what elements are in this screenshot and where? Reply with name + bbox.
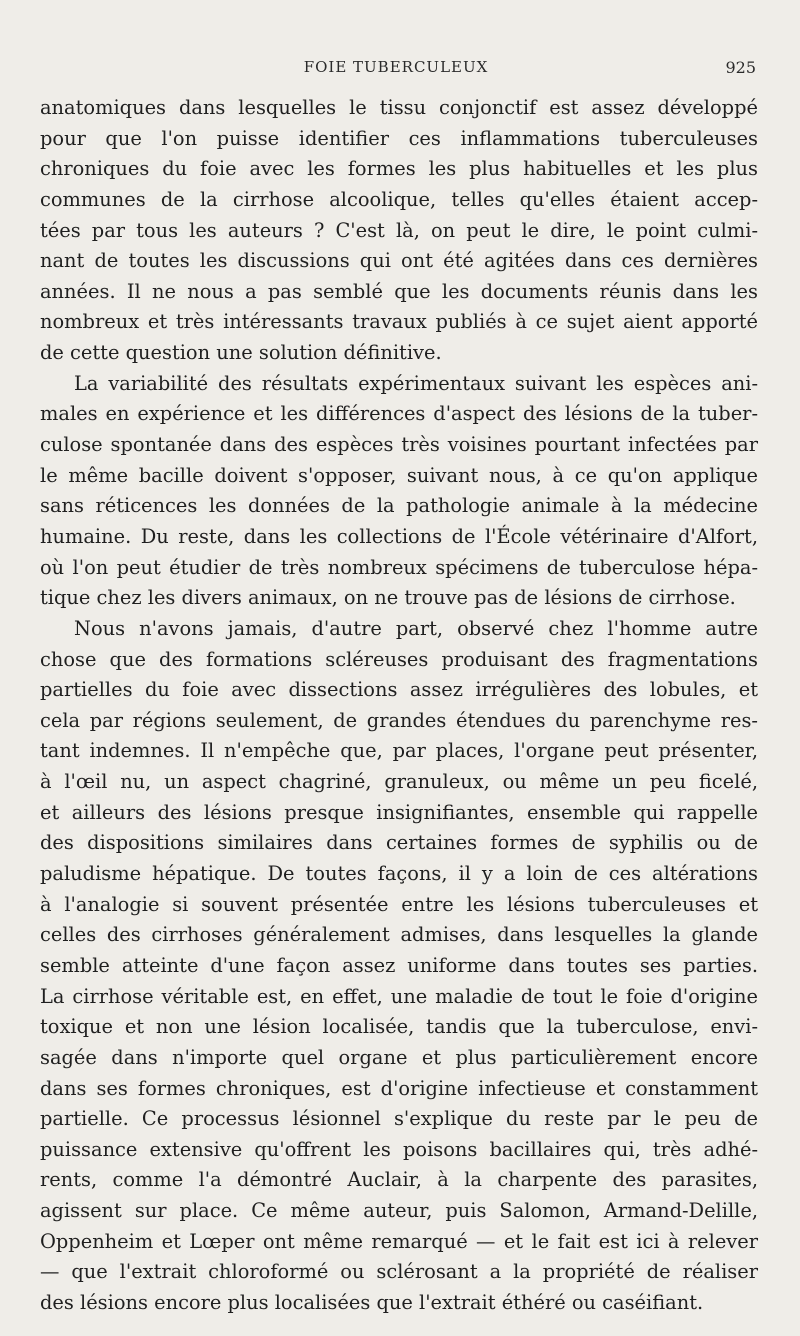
page-header — [36, 58, 756, 80]
text-line: agissent sur place. Ce même auteur, puis Salomon, Armand-Delille, — [40, 1199, 758, 1223]
text-line: sagée dans n'importe quel organe et plus particulièrement encore — [40, 1045, 758, 1069]
text-line: communes de la cirrhose alcoolique, telles qu'elles étaient accep- — [40, 187, 758, 211]
text-line: — que l'extrait chloroformé ou sclérosant a la propriété de réaliser — [40, 1260, 758, 1284]
text-line: dans ses formes chroniques, est d'origine infectieuse et constamment — [40, 1076, 758, 1100]
text-line: à l'œil nu, un aspect chagriné, granuleux, ou même un peu ficelé, — [40, 770, 758, 794]
text-line: La variabilité des résultats expérimentaux suivant les espèces ani- — [74, 371, 758, 395]
text-line: Oppenheim et Lœper ont même remarqué — et le fait est ici à relever — [40, 1229, 758, 1253]
body-text — [40, 93, 758, 1319]
text-line: La cirrhose véritable est, en effet, une maladie de tout le foie d'origine — [40, 984, 758, 1008]
text-line: partielle. Ce processus lésionnel s'explique du reste par le peu de — [40, 1107, 758, 1131]
text-line: nant de toutes les discussions qui ont été agitées dans ces dernières — [40, 249, 758, 273]
text-line: tant indemnes. Il n'empêche que, par places, l'organe peut présenter, — [40, 739, 758, 763]
text-line: culose spontanée dans des espèces très voisines pourtant infectées par — [40, 433, 758, 457]
text-line: celles des cirrhoses généralement admises, dans lesquelles la glande — [40, 923, 758, 947]
text-line: partielles du foie avec dissections assez irrégulières des lobules, et — [40, 678, 758, 702]
text-line: cela par régions seulement, de grandes étendues du parenchyme res- — [40, 708, 758, 732]
page-number: 925 — [725, 58, 756, 77]
text-line: et ailleurs des lésions presque insignifiantes, ensemble qui rappelle — [40, 800, 758, 824]
text-line: sans réticences les données de la pathologie animale à la médecine — [40, 494, 758, 518]
text-line: années. Il ne nous a pas semblé que les documents réunis dans les — [40, 279, 758, 303]
text-line: à l'analogie si souvent présentée entre les lésions tuberculeuses et — [40, 892, 758, 916]
text-line: semble atteinte d'une façon assez uniforme dans toutes ses parties. — [40, 953, 758, 977]
running-title: FOIE TUBERCULEUX — [303, 58, 489, 76]
text-line: des dispositions similaires dans certaines formes de syphilis ou de — [40, 831, 758, 855]
text-line: toxique et non une lésion localisée, tandis que la tuberculose, envi- — [40, 1015, 758, 1039]
text-line: males en expérience et les différences d'aspect des lésions de la tuber- — [40, 402, 758, 426]
text-line: pour que l'on puisse identifier ces inflammations tuberculeuses — [40, 126, 758, 150]
text-line: le même bacille doivent s'opposer, suivant nous, à ce qu'on applique — [40, 463, 758, 487]
text-line: puissance extensive qu'offrent les poisons bacillaires qui, très adhé- — [40, 1137, 758, 1161]
text-line: tique chez les divers animaux, on ne trouve pas de lésions de cirrhose. — [40, 586, 736, 610]
text-line: paludisme hépatique. De toutes façons, il y a loin de ces altérations — [40, 862, 758, 886]
text-line: où l'on peut étudier de très nombreux spécimens de tuberculose hépa- — [40, 555, 758, 579]
text-line: humaine. Du reste, dans les collections de l'École vétérinaire d'Alfort, — [40, 524, 758, 548]
text-line: chose que des formations scléreuses produisant des fragmentations — [40, 647, 758, 671]
text-line: nombreux et très intéressants travaux publiés à ce sujet aient apporté — [40, 310, 758, 334]
text-line: anatomiques dans lesquelles le tissu conjonctif est assez développé — [40, 96, 758, 119]
text-line: rents, comme l'a démontré Auclair, à la charpente des parasites, — [40, 1168, 758, 1192]
text-line: de cette question une solution définitive. — [40, 341, 442, 365]
text-line: tées par tous les auteurs ? C'est là, on peut le dire, le point culmi- — [40, 218, 758, 242]
text-line: des lésions encore plus localisées que l'extrait éthéré ou caséifiant. — [40, 1290, 704, 1314]
text-line: Nous n'avons jamais, d'autre part, observé chez l'homme autre — [74, 616, 758, 640]
text-line: chroniques du foie avec les formes les plus habituelles et les plus — [40, 157, 758, 181]
